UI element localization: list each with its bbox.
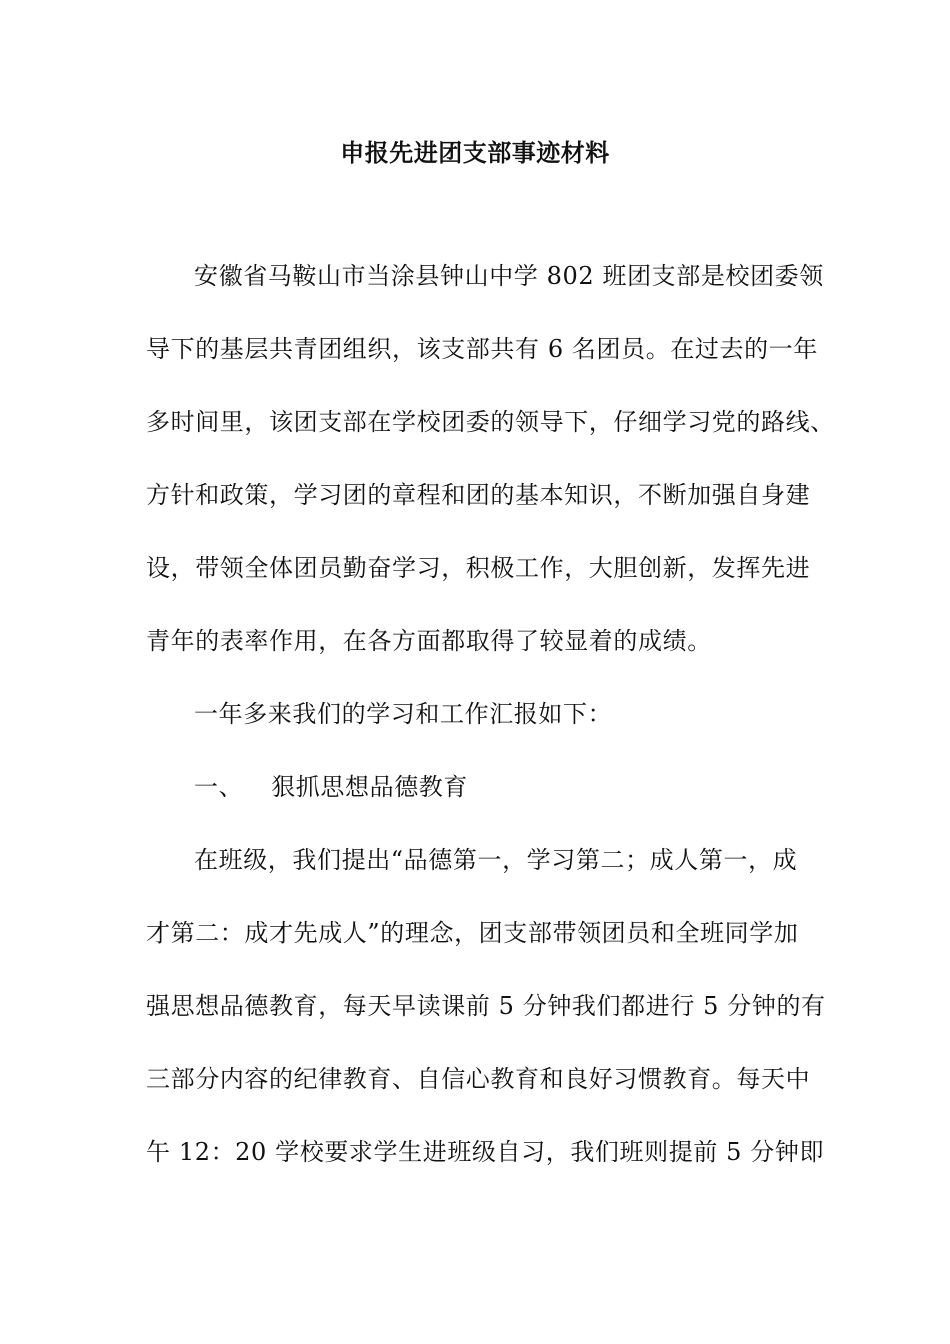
paragraph-line: 强思想品德教育，每天早读课前 5 分钟我们都进行 5 分钟的有	[146, 992, 826, 1020]
section-heading	[146, 767, 836, 840]
document-body	[146, 256, 836, 1205]
paragraph-line: 设，带领全体团员勤奋学习，积极工作，大胆创新，发挥先进	[146, 554, 811, 582]
paragraph-line: 方针和政策，学习团的章程和团的基本知识，不断加强自身建	[146, 481, 811, 509]
paragraph-line: 在班级，我们提出“品德第一，学习第二；成人第一，成	[194, 846, 798, 874]
section-heading-number: 一、	[194, 773, 244, 801]
paragraph-line: 才第二：成才先成人”的理念，团支部带领团员和全班同学加	[146, 919, 799, 947]
paragraph-line: 导下的基层共青团组织，该支部共有 6 名团员。在过去的一年	[146, 335, 818, 363]
paragraph-line: 一年多来我们的学习和工作汇报如下：	[194, 700, 613, 728]
document-title: 申报先进团支部事迹材料	[340, 138, 610, 167]
paragraph-line: 安徽省马鞍山市当涂县钟山中学 802 班团支部是校团委领	[194, 262, 824, 290]
paragraph-line: 三部分内容的纪律教育、自信心教育和良好习惯教育。每天中	[146, 1065, 811, 1093]
section-heading-text: 狠抓思想品德教育	[271, 773, 469, 801]
paragraph-line: 多时间里，该团支部在学校团委的领导下，仔细学习党的路线、	[146, 408, 835, 436]
paragraph-line: 青年的表率作用，在各方面都取得了较显着的成绩。	[146, 627, 712, 655]
paragraph-line: 午 12：20 学校要求学生进班级自习，我们班则提前 5 分钟即	[146, 1138, 825, 1166]
